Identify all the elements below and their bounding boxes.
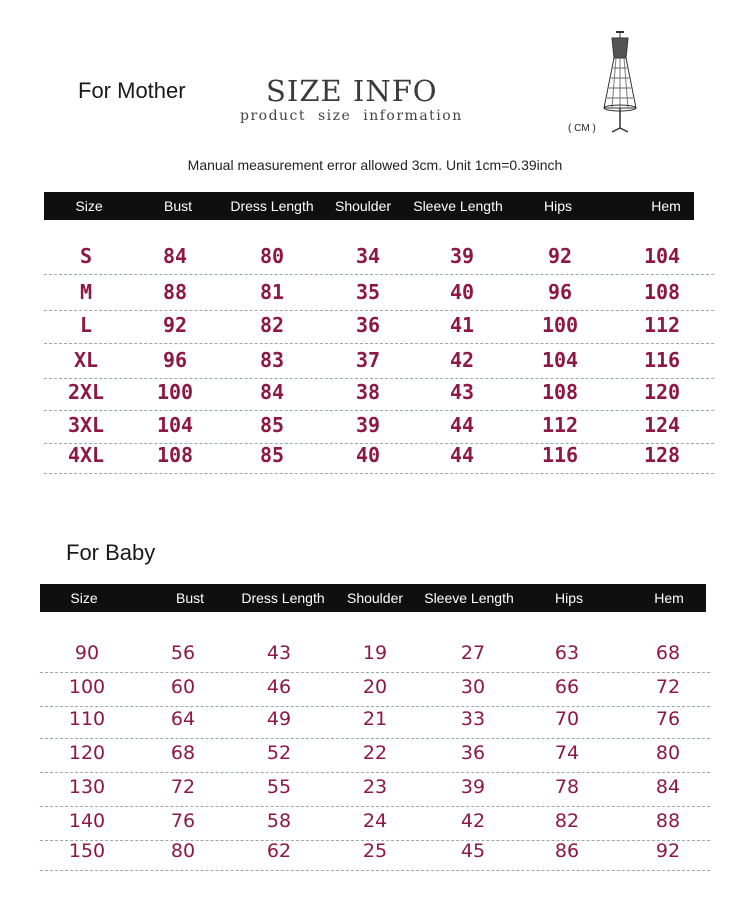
size-info-subtitle: product size information [240, 108, 463, 124]
table-row [44, 380, 714, 411]
header-shoulder: Shoulder [334, 198, 392, 214]
table-row [40, 708, 710, 739]
table-cell: M [79, 280, 93, 304]
table-cell: 40 [355, 443, 381, 467]
table-cell: 19 [362, 642, 388, 664]
table-cell: 49 [266, 708, 292, 730]
header-hem: Hem [654, 590, 684, 606]
table-cell: 56 [170, 642, 196, 664]
table-cell: 21 [362, 708, 388, 730]
table-row [40, 742, 710, 773]
table-cell: 92 [655, 840, 681, 862]
table-cell: 78 [554, 776, 580, 798]
table-cell: 43 [266, 642, 292, 664]
mother-table-header [44, 192, 694, 220]
header-sleeve-length: Sleeve Length [424, 590, 514, 606]
table-row [40, 676, 710, 707]
table-cell: 112 [541, 413, 579, 437]
table-cell: 84 [655, 776, 681, 798]
table-cell: 130 [68, 776, 106, 798]
table-row [44, 348, 714, 379]
table-cell: 84 [162, 244, 188, 268]
table-cell: 3XL [67, 413, 105, 437]
table-cell: 74 [554, 742, 580, 764]
table-cell: 24 [362, 810, 388, 832]
header-dress-length: Dress Length [230, 198, 314, 214]
table-cell: 140 [68, 810, 106, 832]
table-cell: 39 [355, 413, 381, 437]
table-cell: 104 [541, 348, 579, 372]
header-sleeve-length: Sleeve Length [413, 198, 503, 214]
table-cell: 23 [362, 776, 388, 798]
header-hips: Hips [543, 198, 573, 214]
table-cell: 88 [162, 280, 188, 304]
table-cell: 46 [266, 676, 292, 698]
header-size: Size [75, 198, 103, 214]
mother-section-title: For Mother [78, 78, 186, 103]
header-shoulder: Shoulder [346, 590, 404, 606]
table-cell: L [79, 313, 93, 337]
table-cell: 42 [460, 810, 486, 832]
table-cell: 90 [74, 642, 100, 664]
table-cell: 80 [655, 742, 681, 764]
dress-form-icon [596, 28, 644, 138]
table-cell: 112 [643, 313, 681, 337]
table-cell: 55 [266, 776, 292, 798]
header-hem: Hem [651, 198, 681, 214]
table-cell: 66 [554, 676, 580, 698]
table-cell: 92 [547, 244, 573, 268]
table-cell: 85 [259, 413, 285, 437]
table-cell: 76 [170, 810, 196, 832]
table-cell: 84 [259, 380, 285, 404]
table-cell: 34 [355, 244, 381, 268]
table-row [40, 776, 710, 807]
baby-section-title: For Baby [66, 540, 156, 565]
table-cell: 82 [554, 810, 580, 832]
table-row [40, 642, 710, 673]
table-cell: 42 [449, 348, 475, 372]
table-cell: 40 [449, 280, 475, 304]
header-size: Size [70, 590, 98, 606]
table-cell: 116 [643, 348, 681, 372]
table-cell: 70 [554, 708, 580, 730]
table-cell: 108 [156, 443, 194, 467]
table-cell: 2XL [67, 380, 105, 404]
table-cell: 82 [259, 313, 285, 337]
table-row [44, 244, 714, 275]
table-cell: 63 [554, 642, 580, 664]
baby-table-header [40, 584, 706, 612]
table-cell: 22 [362, 742, 388, 764]
table-cell: 104 [643, 244, 681, 268]
table-cell: 35 [355, 280, 381, 304]
table-cell: 120 [643, 380, 681, 404]
table-cell: 100 [68, 676, 106, 698]
table-cell: 44 [449, 443, 475, 467]
table-cell: 80 [170, 840, 196, 862]
size-info-title: SIZE INFO [266, 74, 438, 108]
table-cell: 20 [362, 676, 388, 698]
table-cell: 64 [170, 708, 196, 730]
table-cell: 72 [170, 776, 196, 798]
table-cell: 68 [170, 742, 196, 764]
table-row [44, 280, 714, 311]
table-cell: 108 [643, 280, 681, 304]
table-cell: 80 [259, 244, 285, 268]
table-cell: 36 [460, 742, 486, 764]
header-bust: Bust [163, 198, 193, 214]
table-cell: 45 [460, 840, 486, 862]
header-hips: Hips [554, 590, 584, 606]
table-cell: 100 [156, 380, 194, 404]
table-row [44, 313, 714, 344]
table-cell: 76 [655, 708, 681, 730]
table-cell: 124 [643, 413, 681, 437]
table-cell: 4XL [67, 443, 105, 467]
table-cell: 88 [655, 810, 681, 832]
table-cell: XL [73, 348, 99, 372]
table-cell: 68 [655, 642, 681, 664]
table-cell: 72 [655, 676, 681, 698]
table-cell: 30 [460, 676, 486, 698]
table-cell: 83 [259, 348, 285, 372]
measurement-note: Manual measurement error allowed 3cm. Unit 1cm=0.39inch [187, 157, 563, 173]
table-cell: 120 [68, 742, 106, 764]
table-cell: 81 [259, 280, 285, 304]
table-cell: S [79, 244, 93, 268]
table-cell: 44 [449, 413, 475, 437]
table-cell: 150 [68, 840, 106, 862]
table-cell: 43 [449, 380, 475, 404]
table-cell: 62 [266, 840, 292, 862]
header-dress-length: Dress Length [241, 590, 325, 606]
table-cell: 110 [68, 708, 106, 730]
unit-label: ( CM ) [568, 123, 596, 134]
table-cell: 116 [541, 443, 579, 467]
table-cell: 33 [460, 708, 486, 730]
table-row [44, 413, 714, 444]
table-cell: 37 [355, 348, 381, 372]
table-cell: 52 [266, 742, 292, 764]
table-cell: 27 [460, 642, 486, 664]
table-row [44, 443, 714, 474]
table-row [40, 840, 710, 871]
table-cell: 108 [541, 380, 579, 404]
header-bust: Bust [175, 590, 205, 606]
table-cell: 104 [156, 413, 194, 437]
table-cell: 25 [362, 840, 388, 862]
table-row [40, 810, 710, 841]
table-cell: 96 [162, 348, 188, 372]
table-cell: 58 [266, 810, 292, 832]
table-cell: 39 [460, 776, 486, 798]
table-cell: 60 [170, 676, 196, 698]
table-cell: 86 [554, 840, 580, 862]
table-cell: 100 [541, 313, 579, 337]
table-cell: 41 [449, 313, 475, 337]
table-cell: 38 [355, 380, 381, 404]
table-cell: 36 [355, 313, 381, 337]
table-cell: 85 [259, 443, 285, 467]
table-cell: 92 [162, 313, 188, 337]
table-cell: 128 [643, 443, 681, 467]
table-cell: 96 [547, 280, 573, 304]
table-cell: 39 [449, 244, 475, 268]
